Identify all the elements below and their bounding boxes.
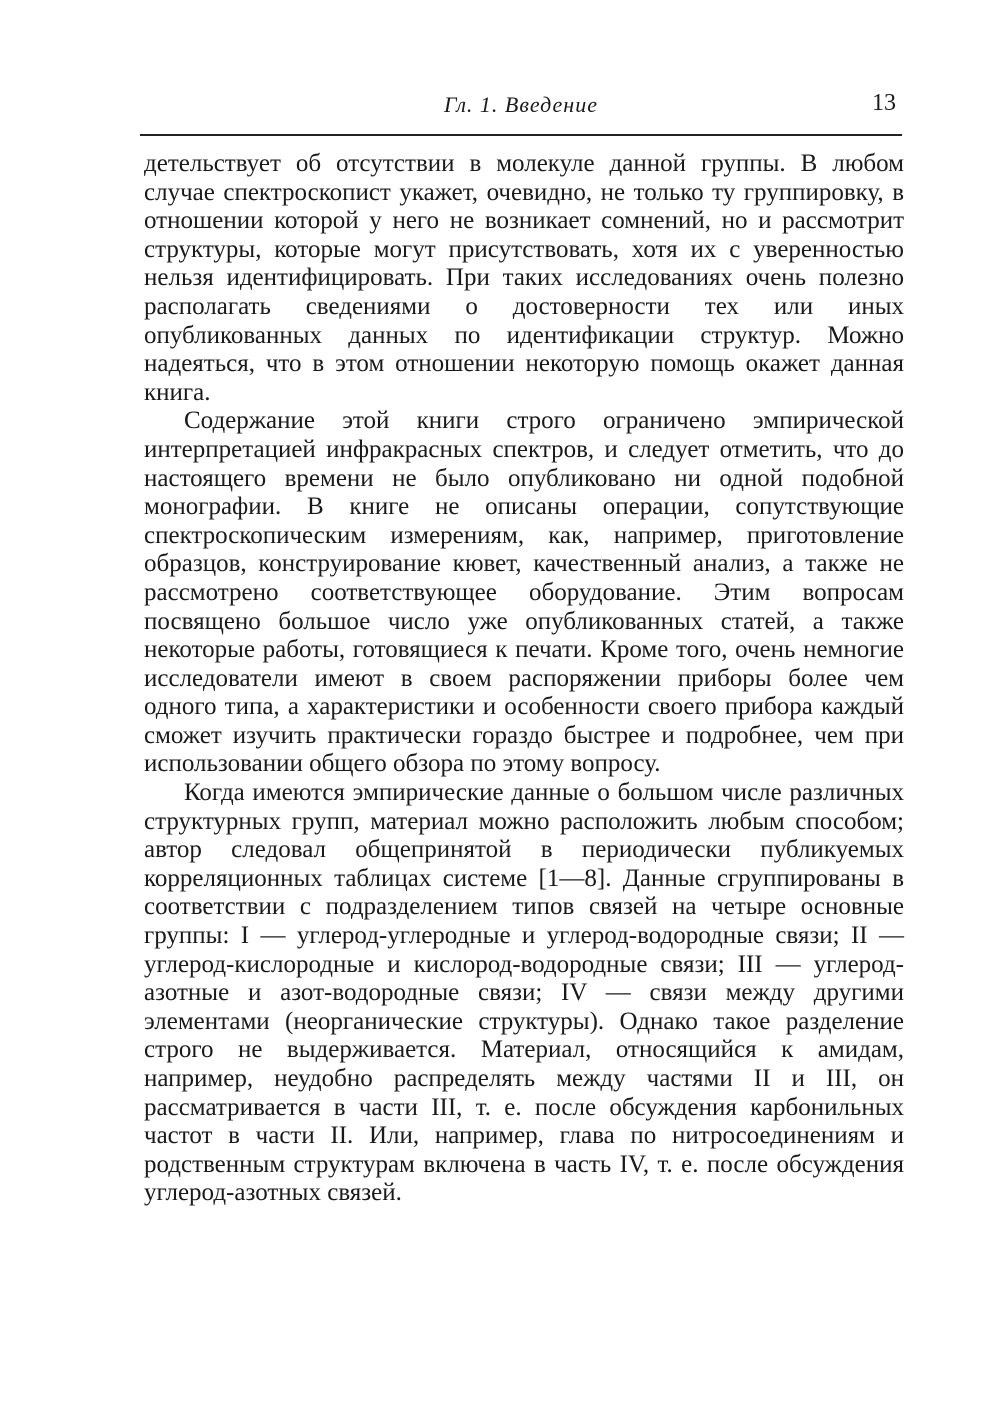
paragraph-2: Содержание этой книги строго ограничено эмпирической интерпретацией инфракрасных спектров, и следует отметить, что до настоящего времени не было опубликовано ни одной подобной монографии. В книге не описаны операции, сопутствующие спектроскопическим измерениям, как, например, приготовление образцов, конструирование кювет, качественный анализ, а также не рассмотрено соответствующее оборудование. Этим вопросам посвящено большое число уже опубликованных статей, а также некоторые работы, готовящиеся к печати. Кроме того, очень немногие исследователи имеют в своем распоряжении приборы более чем одного типа, а характеристики и особенности своего прибора каждый сможет изучить практически гораздо быстрее и подробнее, чем при использовании общего обзора по этому вопросу.: [144, 407, 904, 778]
page-number: 13: [872, 90, 896, 116]
header-rule: [140, 134, 902, 136]
chapter-title: Гл. 1. Введение: [444, 92, 598, 117]
body-text: [144, 150, 904, 1208]
paragraph-3: Когда имеются эмпирические данные о большом числе различных структурных групп, материал можно расположить любым способом; автор следовал общепринятой в периодически публикуемых корреляционных таблицах системе [1—8]. Данные сгруппированы в соответствии с подразделением типов связей на четыре основные группы: I — углерод-углеродные и углерод-водородные связи; II — углерод-кислородные и кислород-водородные связи; III — углерод-азотные и азот-водородные связи; IV — связи между другими элементами (неорганические структуры). Однако такое разделение строго не выдерживается. Материал, относящийся к амидам, например, неудобно распределять между частями II и III, он рассматривается в части III, т. е. после обсуждения карбонильных частот в части II. Или, например, глава по нитросоединениям и родственным структурам включена в часть IV, т. е. после обсуждения углерод-азотных связей.: [144, 779, 904, 1207]
paragraph-1: детельствует об отсутствии в молекуле данной группы. В любом случае спектроскопист укажет, очевидно, не только ту группировку, в отношении которой у него не возникает сомнений, но и рассмотрит структуры, которые могут присутствовать, хотя их с уверенностью нельзя идентифицировать. При таких исследованиях очень полезно располагать сведениями о достоверности тех или иных опубликованных данных по идентификации структур. Можно надеяться, что в этом отношении некоторую помощь окажет данная книга.: [144, 150, 904, 406]
running-head: [140, 88, 902, 128]
